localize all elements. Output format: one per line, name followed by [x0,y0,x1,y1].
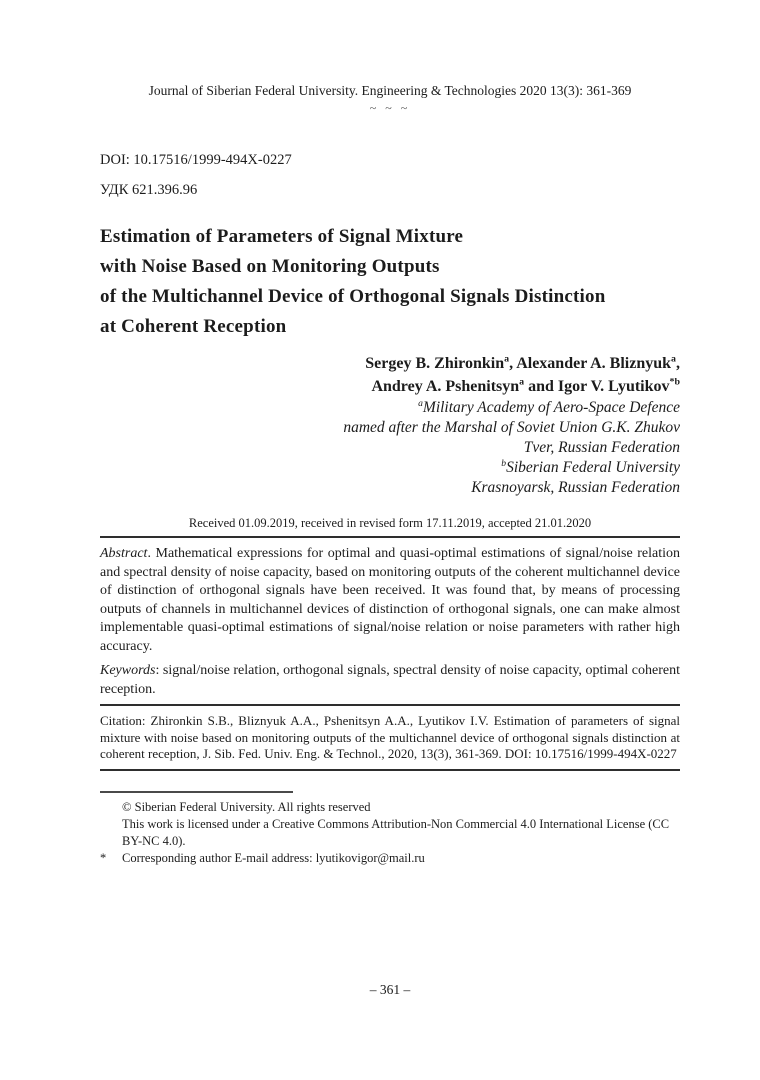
author-affiliation-mark: *b [669,376,680,388]
article-title [100,222,680,342]
tilde-ornament: ~ ~ ~ [369,101,411,115]
affiliation-text: named after the Marshal of Soviet Union G.K. Zhukov [343,419,680,436]
license-line: This work is licensed under a Creative Commons Attribution-Non Commercial 4.0 International License (CC BY-NC 4.0). [122,816,670,848]
footnote-rule [100,791,293,793]
affiliation-text: Krasnoyarsk, Russian Federation [471,479,680,496]
author-affiliation-mark: a [671,353,676,365]
article-title-line: Estimation of Parameters of Signal Mixture [100,226,464,247]
abstract-paragraph [100,545,680,656]
abstract-label: Abstract [100,546,148,561]
affiliation-text: Tver, Russian Federation [523,439,680,456]
corresponding-author-email: Corresponding author E-mail address: lyutikovigor@mail.ru [122,850,425,865]
affiliation-text: Siberian Federal University [506,459,680,476]
page-number: – 361 – [369,982,411,997]
doi-line: DOI: 10.17516/1999-494X-0227 [100,152,292,168]
affiliation-mark: a [418,397,423,409]
author-name: Andrey A. Pshenitsyn [371,378,520,395]
authors-block [100,352,680,498]
affiliation-line [100,478,680,498]
author-names-line [100,352,680,375]
udk-line: УДК 621.396.96 [100,182,198,198]
citation-paragraph: Citation: Zhironkin S.B., Bliznyuk A.A., Pshenitsyn A.A., Lyutikov I.V. Estimation of parameters of signal mixture with noise based on monitoring outputs of the multichannel device of orthogonal signals distinction at coherent reception, J. Sib. Fed. Univ. Eng. & Technol., 2020, 13(3), 361-369. DOI: 10.17516/1999-494X-0227 [100,713,680,761]
author-name: , [676,355,680,372]
divider-rule [100,769,680,771]
affiliation-text: Military Academy of Aero-Space Defence [422,399,680,416]
keywords-paragraph [100,662,680,699]
affiliation-line [100,418,680,438]
footnote-asterisk: * [100,850,107,865]
affiliation-line [100,458,680,478]
author-names-line [100,375,680,398]
article-title-line: at Coherent Reception [100,316,287,337]
affiliation-line [100,398,680,418]
divider-rule [100,704,680,706]
article-title-line: with Noise Based on Monitoring Outputs [100,256,440,277]
author-name: Sergey B. Zhironkin [365,355,505,372]
abstract-text: . Mathematical expressions for optimal and quasi-optimal estimations of signal/noise relation and spectral density of noise capacity, based on monitoring outputs of the coherent multichannel device of distinction of orthogonal signals have been received. It was found that, by means of processing outputs of channels in multichannel devices of distinction of orthogonal signals, one can make almost implementable quasi-optimal estimations of signal/noise relation or noise parameters with rather high accuracy. [100,546,680,654]
divider-rule [100,536,680,538]
article-title-line: of the Multichannel Device of Orthogonal Signals Distinction [100,286,606,307]
journal-running-head: Journal of Siberian Federal University. Engineering & Technologies 2020 13(3): 361-369 [148,83,632,98]
corresponding-author-line [100,850,680,867]
keywords-label: Keywords [100,663,156,678]
keywords-text: : signal/noise relation, orthogonal signals, spectral density of noise capacity, optimal coherent reception. [100,663,680,697]
affiliation-mark: b [501,457,507,469]
copyright-line: © Siberian Federal University. All rights reserved [122,799,371,814]
affiliation-line [100,438,680,458]
author-affiliation-mark: a [504,353,510,365]
author-name: , Alexander A. Bliznyuk [509,355,672,372]
license-footnote-block [100,791,680,867]
author-affiliation-mark: a [519,376,525,388]
received-dates-line: Received 01.09.2019, received in revised form 17.11.2019, accepted 21.01.2020 [188,516,592,530]
author-name: and Igor V. Lyutikov [524,378,670,395]
